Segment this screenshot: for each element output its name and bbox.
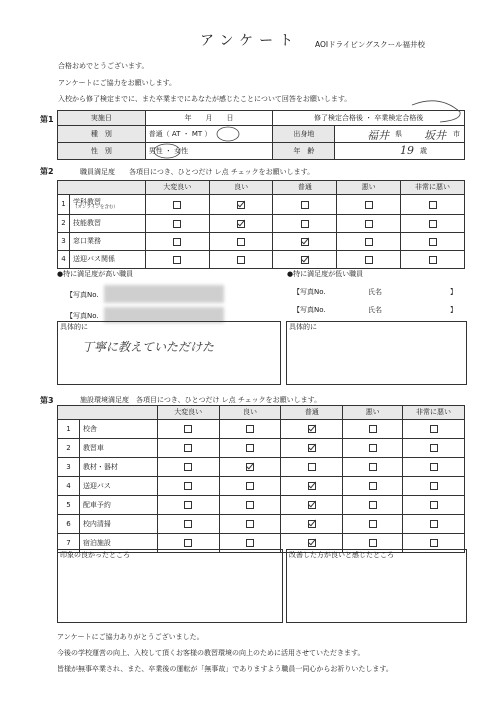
- low-staff-title: ●特に満足度が低い職員: [287, 270, 364, 278]
- row-number: 3: [58, 233, 70, 251]
- row-label: 技能教習: [69, 215, 145, 233]
- high-staff-title: ●特に満足度が高い職員: [57, 270, 134, 278]
- col-very-good: 大変良い: [145, 181, 209, 195]
- checkbox[interactable]: [430, 463, 438, 471]
- low-photo-label-2: 【写真No.: [293, 306, 326, 314]
- high-photo-label-2: 【写真No.: [66, 312, 99, 320]
- row-label: 教習車: [79, 439, 157, 458]
- checkbox-checked[interactable]: [308, 482, 316, 490]
- checkbox[interactable]: [365, 256, 373, 264]
- checkbox[interactable]: [173, 256, 181, 264]
- checkbox-checked[interactable]: [246, 463, 254, 471]
- age-unit: 歳: [420, 147, 427, 155]
- facility-row: [58, 496, 465, 515]
- checkbox-checked[interactable]: [237, 201, 245, 209]
- intro-line-1: 合格おめでとうございます。: [58, 62, 149, 70]
- school-name: AOIドライビングスクール福井校: [315, 40, 426, 49]
- row-number: 5: [58, 496, 80, 515]
- low-close-1: 】: [450, 288, 457, 296]
- col-very-bad: 非常に悪い: [403, 406, 465, 420]
- checkbox[interactable]: [184, 444, 192, 452]
- checkbox[interactable]: [430, 520, 438, 528]
- page-title: アンケート: [200, 33, 300, 49]
- row-number: 1: [58, 195, 70, 215]
- low-detail-box[interactable]: [286, 321, 467, 385]
- type-label: 種 別: [58, 126, 146, 143]
- checkbox[interactable]: [184, 539, 192, 547]
- checkbox[interactable]: [429, 220, 437, 228]
- staff-row: [58, 215, 465, 233]
- checkbox[interactable]: [365, 220, 373, 228]
- handwritten-city: 坂井: [424, 129, 446, 142]
- checkbox[interactable]: [184, 463, 192, 471]
- row-number: 2: [58, 439, 80, 458]
- row-label: 校内清掃: [79, 515, 157, 534]
- row-number: 4: [58, 251, 70, 269]
- gender-label: 性 別: [58, 143, 146, 160]
- checkbox[interactable]: [369, 501, 377, 509]
- detail-label: 具体的に: [60, 323, 88, 331]
- row-label: 送迎バス関係: [69, 251, 145, 269]
- checkbox[interactable]: [246, 444, 254, 452]
- row-label: 宿泊施設: [79, 534, 157, 553]
- good-points-label: 印象の良かったところ: [60, 551, 130, 559]
- low-close-2: 】: [450, 306, 457, 314]
- checkbox[interactable]: [365, 201, 373, 209]
- checkbox-checked[interactable]: [308, 539, 316, 547]
- checkbox[interactable]: [369, 520, 377, 528]
- section2-heading: 職員満足度 各項目につき、ひとつだけ レ点 チェックをお願いします。: [80, 168, 315, 176]
- age-label: 年 齢: [273, 143, 335, 160]
- handwritten-age: 19: [400, 144, 414, 157]
- row-number: 1: [58, 420, 80, 439]
- col-normal: 普通: [281, 406, 343, 420]
- checkbox-checked[interactable]: [308, 520, 316, 528]
- checkbox-checked[interactable]: [237, 220, 245, 228]
- city-unit: 市: [453, 130, 460, 138]
- section3-label: 第3: [40, 396, 54, 405]
- intro-line-2: アンケートにご協力をお願いします。: [58, 79, 177, 87]
- footer-line-2: 今後の学校運営の向上、入校して頂くお客様の教習環境の向上のために活用させていただきます。: [57, 649, 365, 657]
- checkbox[interactable]: [173, 238, 181, 246]
- col-bad: 悪い: [337, 181, 401, 195]
- staff-row: [58, 251, 465, 269]
- row-label: 送迎バス: [79, 477, 157, 496]
- gender-options[interactable]: 男性 ・ 女性: [145, 143, 273, 160]
- checkbox[interactable]: [430, 482, 438, 490]
- checkbox-checked[interactable]: [301, 256, 309, 264]
- row-label: 教材・器材: [79, 458, 157, 477]
- staff-satisfaction-table: [57, 180, 465, 269]
- facility-row: [58, 477, 465, 496]
- row-label: 配車予約: [79, 496, 157, 515]
- checkbox[interactable]: [246, 520, 254, 528]
- checkbox[interactable]: [369, 482, 377, 490]
- date-field[interactable]: 年 月 日: [145, 111, 273, 126]
- checkbox[interactable]: [369, 463, 377, 471]
- facility-row: [58, 439, 465, 458]
- checkbox[interactable]: [184, 520, 192, 528]
- checkbox-checked[interactable]: [308, 501, 316, 509]
- facility-row: [58, 458, 465, 477]
- checkbox[interactable]: [184, 425, 192, 433]
- footer-line-1: アンケートにご協力ありがとうございました。: [57, 633, 204, 641]
- checkbox[interactable]: [173, 220, 181, 228]
- section3-heading: 施設環境満足度 各項目につき、ひとつだけ レ点 チェックをお願いします。: [80, 396, 322, 404]
- staff-row: [58, 233, 465, 251]
- checkbox[interactable]: [365, 238, 373, 246]
- staff-row: [58, 195, 465, 215]
- checkbox-checked[interactable]: [308, 444, 316, 452]
- checkbox[interactable]: [246, 539, 254, 547]
- checkbox[interactable]: [246, 501, 254, 509]
- type-options[interactable]: 普通（ AT ・ MT ）: [145, 126, 273, 143]
- row-number: 6: [58, 515, 80, 534]
- checkbox[interactable]: [184, 501, 192, 509]
- footer-line-3: 皆様が無事卒業され、また、卒業後の運転が「無事故」でありますよう職員一同心からお祈りいたします。: [57, 665, 393, 673]
- checkbox[interactable]: [429, 201, 437, 209]
- col-good: 良い: [209, 181, 273, 195]
- row-number: 4: [58, 477, 80, 496]
- checkbox[interactable]: [308, 463, 316, 471]
- improvement-label: 改善した方が良いと感じたところ: [289, 551, 394, 559]
- checkbox-checked[interactable]: [308, 425, 316, 433]
- improvement-box[interactable]: [286, 549, 467, 623]
- row-number: 7: [58, 534, 80, 553]
- exam-stage-options[interactable]: 修了検定合格後 ・ 卒業検定合格後: [273, 111, 465, 126]
- section1-label: 第1: [40, 115, 54, 124]
- checkbox[interactable]: [429, 238, 437, 246]
- checkbox[interactable]: [369, 444, 377, 452]
- detail-label: 具体的に: [289, 323, 317, 331]
- checkbox[interactable]: [237, 238, 245, 246]
- row-label: 窓口業務: [69, 233, 145, 251]
- checkbox[interactable]: [430, 444, 438, 452]
- handwritten-detail: 丁寧に教えていただけた: [82, 340, 215, 354]
- low-name-label-1: 氏名: [368, 288, 382, 296]
- checkbox[interactable]: [246, 482, 254, 490]
- checkbox[interactable]: [173, 201, 181, 209]
- checkbox-checked[interactable]: [301, 238, 309, 246]
- hometown-label: 出身地: [273, 126, 335, 143]
- intro-line-3: 入校から修了検定までに、また卒業までにあなたが感じたことについて回答をお願いします。: [58, 95, 352, 103]
- checkbox[interactable]: [430, 425, 438, 433]
- checkbox[interactable]: [429, 256, 437, 264]
- checkbox[interactable]: [430, 501, 438, 509]
- checkbox[interactable]: [430, 539, 438, 547]
- section2-label: 第2: [40, 167, 54, 176]
- facility-row: [58, 420, 465, 439]
- facility-satisfaction-table: [57, 405, 465, 553]
- row-number: 3: [58, 458, 80, 477]
- high-detail-box[interactable]: [57, 321, 281, 385]
- checkbox[interactable]: [237, 256, 245, 264]
- checkbox[interactable]: [301, 201, 309, 209]
- low-name-label-2: 氏名: [368, 306, 382, 314]
- checkbox[interactable]: [369, 539, 377, 547]
- row-label: 校舎: [79, 420, 157, 439]
- checkbox[interactable]: [369, 425, 377, 433]
- low-photo-label-1: 【写真No.: [293, 288, 326, 296]
- col-very-good: 大変良い: [157, 406, 219, 420]
- prefecture-unit: 県: [395, 130, 402, 138]
- checkbox[interactable]: [246, 425, 254, 433]
- row-label: 学科教習 （オンラインを含む）: [69, 195, 145, 215]
- high-photo-label-1: 【写真No.: [66, 291, 99, 299]
- handwritten-prefecture: 福井: [367, 129, 389, 142]
- col-normal: 普通: [273, 181, 337, 195]
- col-good: 良い: [219, 406, 281, 420]
- row-number: 2: [58, 215, 70, 233]
- checkbox[interactable]: [301, 220, 309, 228]
- col-bad: 悪い: [343, 406, 403, 420]
- facility-row: [58, 515, 465, 534]
- col-very-bad: 非常に悪い: [401, 181, 465, 195]
- checkbox[interactable]: [184, 482, 192, 490]
- date-label: 実施日: [58, 111, 146, 126]
- redacted-name: [104, 285, 224, 303]
- good-points-box[interactable]: [57, 549, 283, 623]
